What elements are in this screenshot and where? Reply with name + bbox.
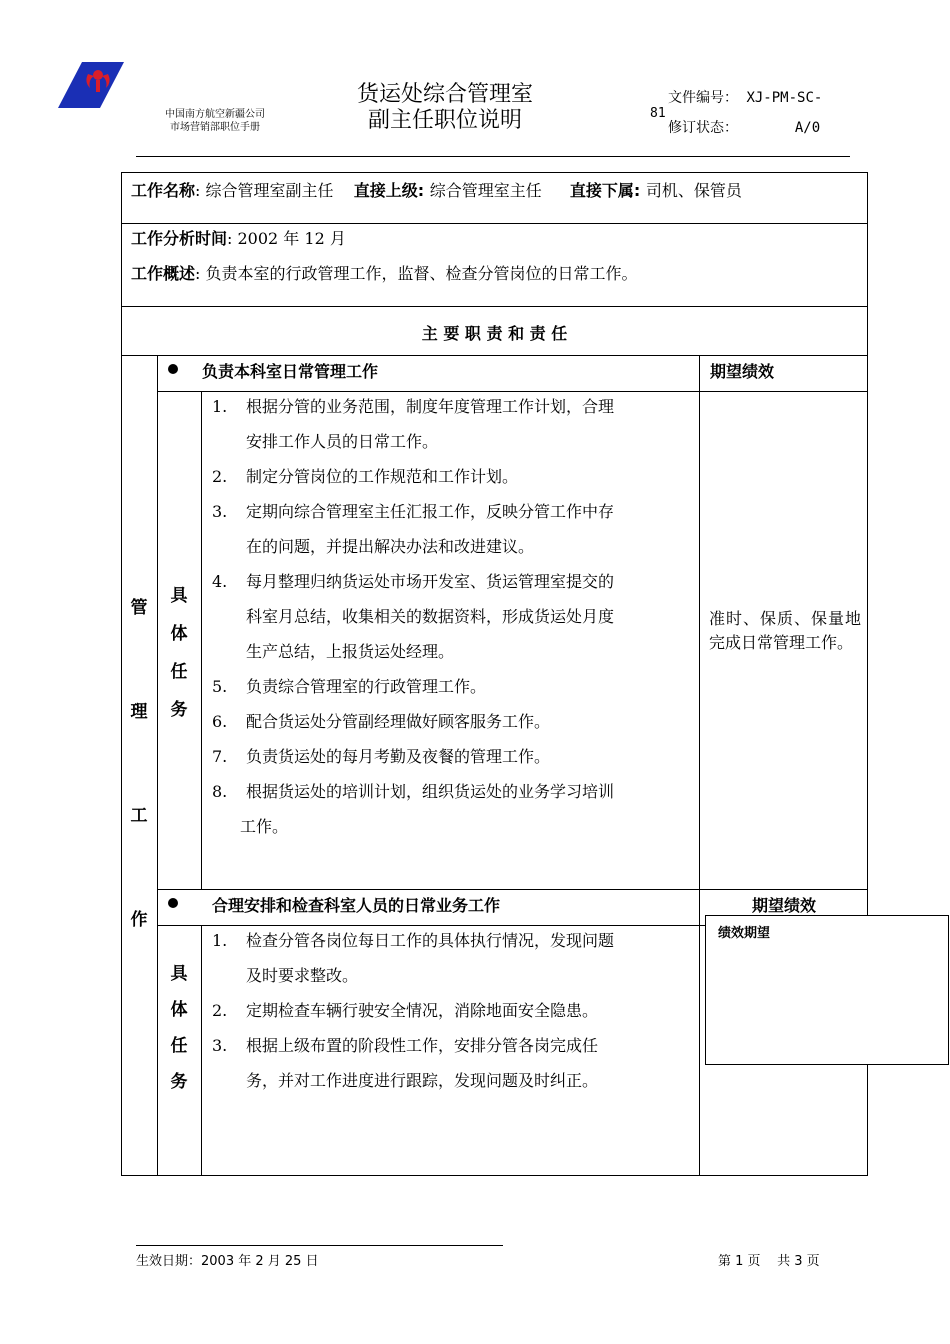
overlay-label: 绩效期望 bbox=[718, 926, 771, 941]
doc-no-wrap: 81 bbox=[650, 106, 666, 121]
title-line-1: 货运处综合管理室 bbox=[356, 82, 533, 107]
analysis-time-label: 工作分析时间 bbox=[131, 229, 228, 248]
job-info-row: 工作名称: 综合管理室副主任 直接上级: 综合管理室主任 直接下属: 司机、保管员 bbox=[131, 181, 742, 200]
page-number: 第 1 页 共 3 页 bbox=[718, 1254, 820, 1269]
subordinate-label: 直接下属 bbox=[569, 181, 634, 200]
task-item: 3. 根据上级布置的阶段性工作，安排分管各岗完成任 bbox=[212, 1036, 599, 1055]
category-char-2: 理 bbox=[130, 702, 148, 722]
footer-divider bbox=[136, 1245, 503, 1246]
header-divider bbox=[136, 156, 850, 157]
summary-label: 工作概述 bbox=[131, 264, 196, 283]
doc-no-label: 文件编号： bbox=[668, 90, 738, 106]
bullet-icon bbox=[168, 364, 178, 374]
task-item: 2. 定期检查车辆行驶安全情况，消除地面安全隐患。 bbox=[212, 1001, 599, 1020]
category-char-4: 作 bbox=[130, 910, 148, 930]
perf-expectation-box bbox=[705, 915, 949, 1065]
bullet-icon bbox=[168, 898, 178, 908]
duty-1-perf-label: 期望绩效 bbox=[710, 362, 775, 381]
task-item: 5. 负责综合管理室的行政管理工作。 bbox=[212, 677, 487, 696]
analysis-time-value: 2002 年 12 月 bbox=[237, 229, 346, 248]
duty-1-task-label-1: 具 bbox=[170, 586, 188, 606]
duty-2-task-label-1: 具 bbox=[170, 964, 188, 984]
duty-1-task-label-2: 体 bbox=[170, 624, 188, 644]
duty-2-heading: 合理安排和检查科室人员的日常业务工作 bbox=[212, 896, 501, 915]
duty-1-task-label-4: 务 bbox=[170, 700, 188, 720]
duty-2-task-label-4: 务 bbox=[170, 1072, 188, 1092]
job-name-label: 工作名称 bbox=[131, 181, 196, 200]
duty-1-heading: 负责本科室日常管理工作 bbox=[202, 362, 379, 381]
summary-row: 工作概述: 负责本室的行政管理工作，监督、检查分管岗位的日常工作。 bbox=[131, 264, 638, 283]
effective-value: 2003 年 2 月 25 日 bbox=[201, 1254, 319, 1269]
category-char-3: 工 bbox=[130, 806, 148, 826]
company-name bbox=[150, 108, 280, 134]
task-item: 8. 根据货运处的培训计划，组织货运处的业务学习培训 bbox=[212, 782, 615, 801]
revision-value: A/0 bbox=[794, 120, 821, 136]
duty-2-task-label-3: 任 bbox=[170, 1036, 188, 1056]
duty-1-task-list: 1. 根据分管的业务范围，制度年度管理工作计划，合理 安排工作人员的日常工作。 2. 制定分管岗位的工作规范和工作计划。 3. 定期向综合管理室主任汇报工作，反映分管工作中存 在的问题，并提出解决办法和改进建议。 4. 每月整理归纳货运处市场开发室、货运管理室提交的 科室月总结，收集相关的数据资料，形成货运处月度 生产总结，上报货运处经理。 5. 负责综合管理室的行政管理工作。 6. 配合货运处分管副经理做好顾客服务工作。 7. 负责货运处的每月考勤及夜餐的管理工作。 8. 根据货运处的培训计划，组织货运处的业务学习培训 工作。 bbox=[212, 389, 682, 844]
task-item: 7. 负责货运处的每月考勤及夜餐的管理工作。 bbox=[212, 747, 551, 766]
duty-2-task-list: 1. 检查分管各岗位每日工作的具体执行情况，发现问题 及时要求整改。 2. 定期检查车辆行驶安全情况，消除地面安全隐患。 3. 根据上级布置的阶段性工作，安排分管各岗完成任 务，并对工作进度进行跟踪，发现问题及时纠正。 bbox=[212, 923, 682, 1098]
superior-value: 综合管理室主任 bbox=[429, 181, 542, 200]
duty-1-perf-text: 准时、保质、保量地完成日常管理工作。 bbox=[709, 609, 861, 652]
document-title bbox=[330, 82, 560, 134]
duty-2-perf-label: 期望绩效 bbox=[751, 896, 816, 915]
analysis-time-row: 工作分析时间: 2002 年 12 月 bbox=[131, 229, 346, 248]
duty-1-task-label-3: 任 bbox=[170, 662, 188, 682]
task-item: 1. 检查分管各岗位每日工作的具体执行情况，发现问题 bbox=[212, 931, 615, 950]
job-name-value: 综合管理室副主任 bbox=[205, 181, 334, 200]
company-logo bbox=[58, 62, 124, 108]
subordinate-value: 司机、保管员 bbox=[645, 181, 742, 200]
task-item: 2. 制定分管岗位的工作规范和工作计划。 bbox=[212, 467, 519, 486]
superior-label: 直接上级 bbox=[353, 181, 418, 200]
category-char-1: 管 bbox=[130, 598, 148, 618]
effective-label: 生效日期： bbox=[136, 1254, 202, 1269]
task-item: 3. 定期向综合管理室主任汇报工作，反映分管工作中存 bbox=[212, 502, 615, 521]
task-item: 6. 配合货运处分管副经理做好顾客服务工作。 bbox=[212, 712, 551, 731]
task-item: 1. 根据分管的业务范围，制度年度管理工作计划，合理 bbox=[212, 397, 615, 416]
effective-date bbox=[136, 1250, 319, 1269]
section-title: 主 要 职 责 和 责 任 bbox=[421, 324, 568, 343]
title-line-2: 副主任职位说明 bbox=[367, 108, 522, 133]
duty-2-task-label-2: 体 bbox=[170, 1000, 188, 1020]
company-line-1: 中国南方航空新疆公司 bbox=[165, 109, 265, 120]
summary-value: 负责本室的行政管理工作，监督、检查分管岗位的日常工作。 bbox=[205, 264, 638, 283]
company-line-2: 市场营销部职位手册 bbox=[170, 122, 260, 133]
task-item: 4. 每月整理归纳货运处市场开发室、货运管理室提交的 bbox=[212, 572, 615, 591]
document-info bbox=[650, 88, 822, 138]
doc-no-value: XJ-PM-SC- bbox=[746, 90, 823, 106]
revision-label: 修订状态： bbox=[668, 120, 738, 136]
